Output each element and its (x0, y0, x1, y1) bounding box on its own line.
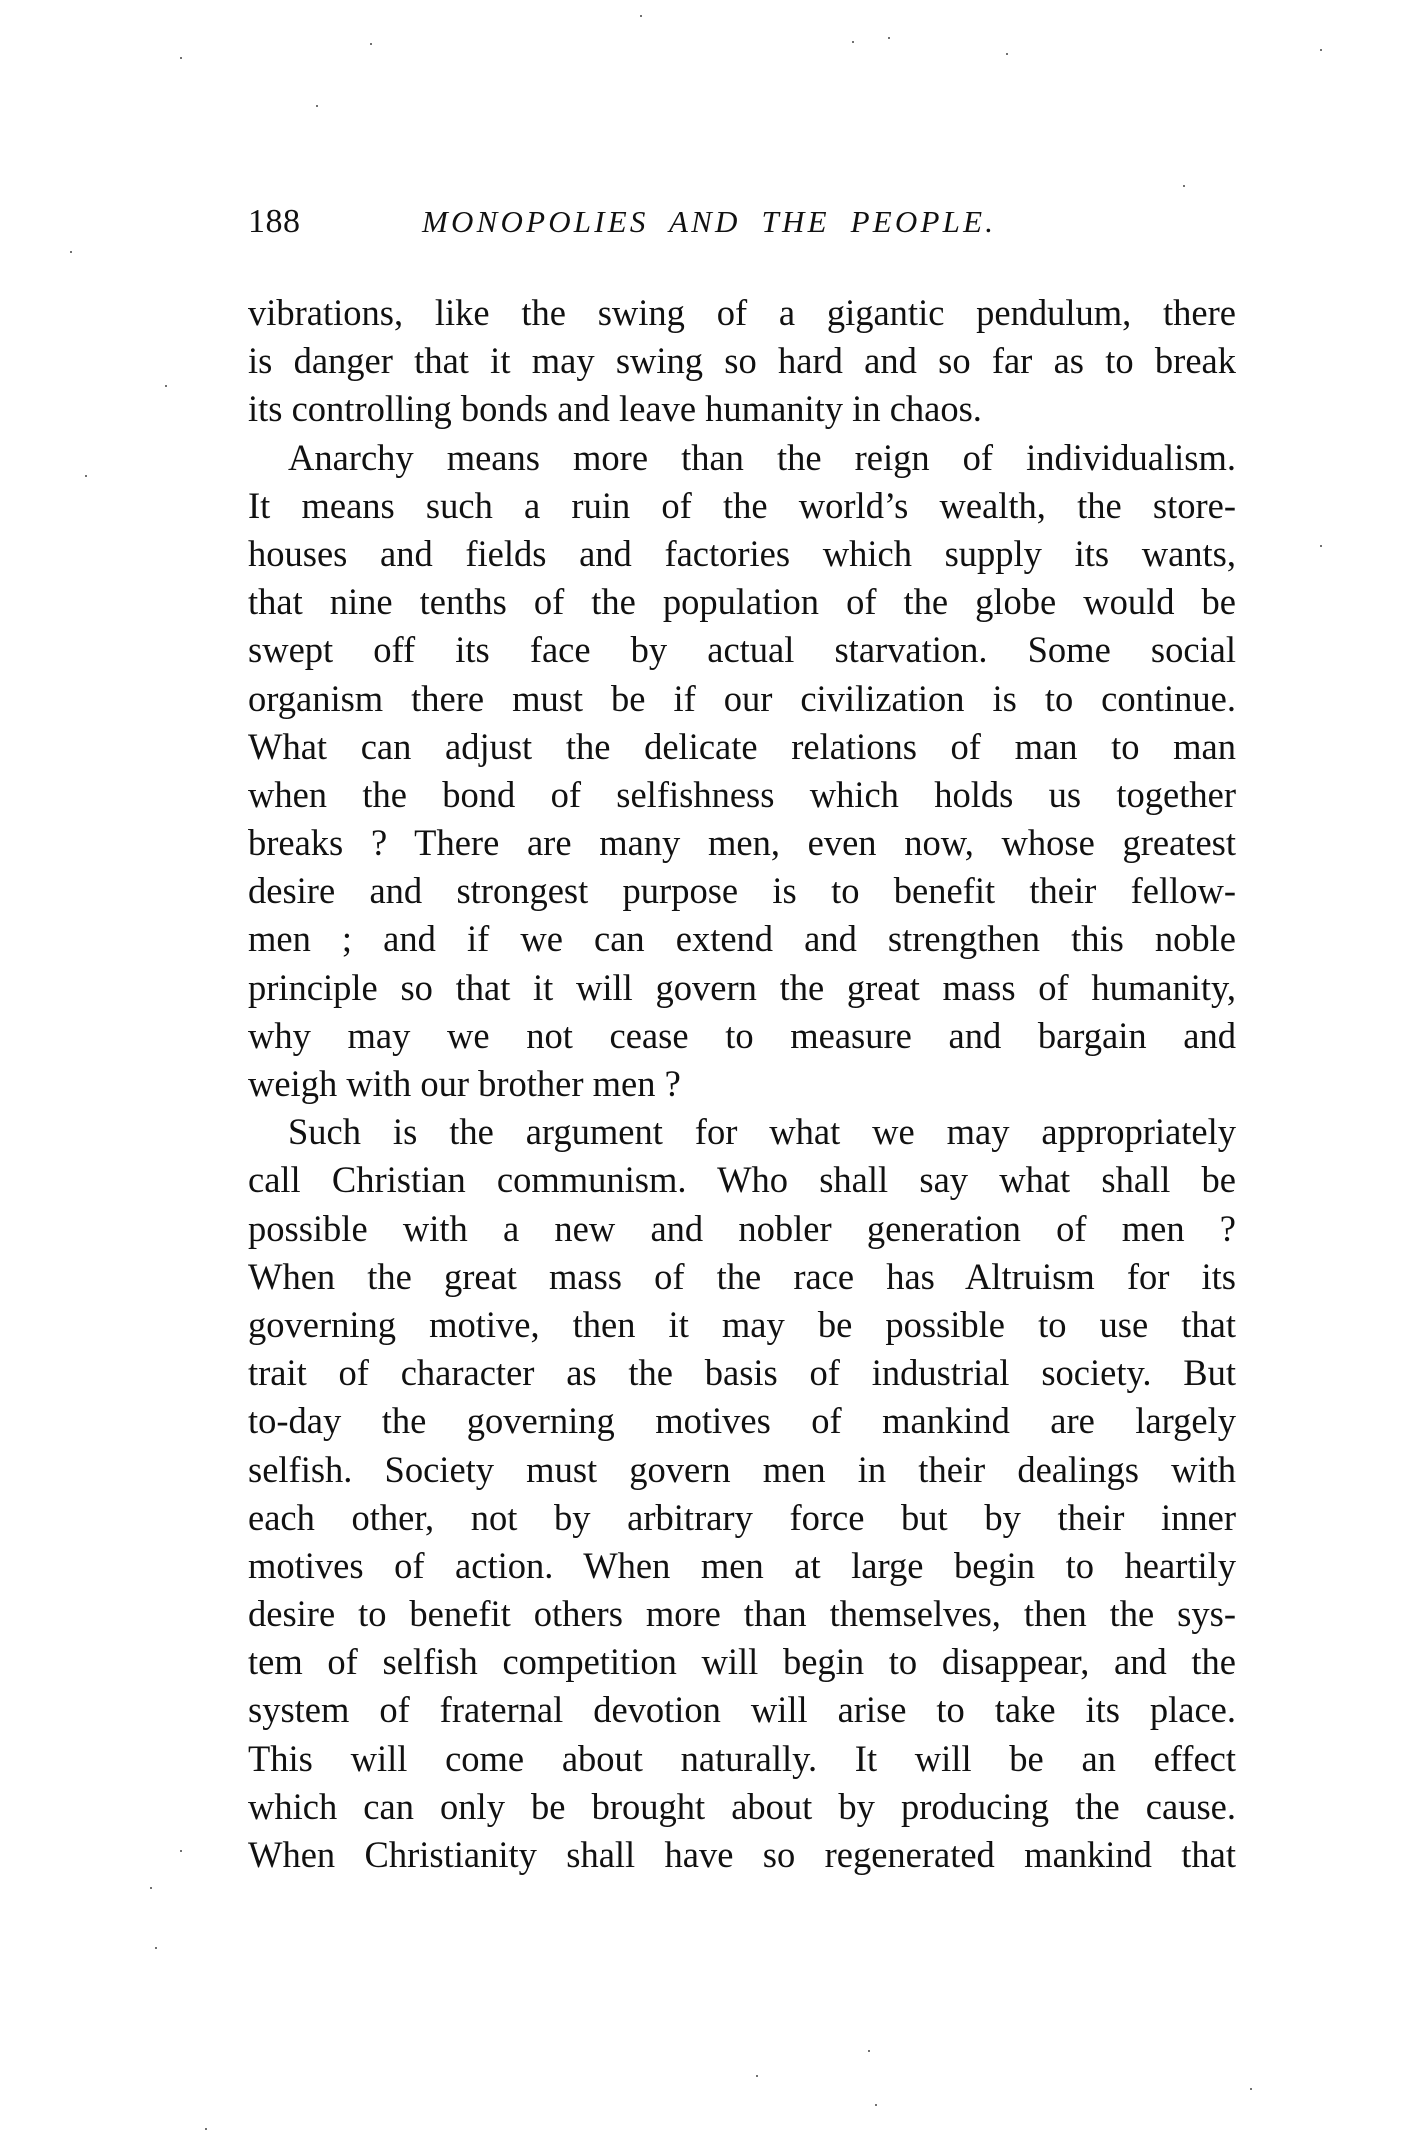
text-line: breaks ? There are many men, even now, whose greatest (248, 822, 1236, 864)
text-line: is danger that it may swing so hard and so far as to break (248, 340, 1236, 382)
scan-speck (150, 1887, 152, 1889)
text-line: swept off its face by actual starvation. Some social (248, 629, 1236, 671)
text-line: houses and fields and factories which supply its wants, (248, 532, 1236, 574)
text-line: each other, not by arbitrary force but by their inner (248, 1496, 1236, 1538)
text-line: that nine tenths of the population of the globe would be (248, 581, 1236, 623)
text-line: desire and strongest purpose is to benefit their fellow- (248, 870, 1236, 912)
text-line: Anarchy means more than the reign of individualism. (288, 436, 1236, 478)
scan-speck (868, 2050, 870, 2052)
text-line: Such is the argument for what we may appropriately (288, 1111, 1236, 1153)
body-text (248, 289, 1236, 1879)
scan-speck (1250, 2088, 1252, 2090)
scan-speck (1183, 185, 1185, 187)
text-line: to-day the governing motives of mankind are largely (248, 1400, 1236, 1442)
page-number: 188 (248, 203, 301, 240)
scan-speck (888, 37, 890, 39)
scan-speck (70, 251, 72, 253)
scan-speck (85, 475, 87, 477)
text-line: organism there must be if our civilization is to continue. (248, 677, 1236, 719)
text-line: desire to benefit others more than themselves, then the sys- (248, 1593, 1236, 1635)
running-head (248, 200, 1238, 244)
text-line: call Christian communism. Who shall say what shall be (248, 1159, 1236, 1201)
scan-speck (640, 15, 642, 17)
text-line: When the great mass of the race has Altruism for its (248, 1255, 1236, 1297)
text-line: motives of action. When men at large begin to heartily (248, 1544, 1236, 1586)
text-line: principle so that it will govern the great mass of humanity, (248, 966, 1236, 1008)
text-line: This will come about naturally. It will be an effect (248, 1737, 1236, 1779)
scan-speck (756, 2075, 758, 2077)
text-line: its controlling bonds and leave humanity in chaos. (248, 388, 982, 430)
text-line: selfish. Society must govern men in their dealings with (248, 1448, 1236, 1490)
scan-speck (155, 1947, 157, 1949)
text-line: It means such a ruin of the world’s wealth, the store- (248, 484, 1236, 526)
scan-speck (1320, 545, 1322, 547)
text-line: men ; and if we can extend and strengthen this noble (248, 918, 1236, 960)
text-line: When Christianity shall have so regenerated mankind that (248, 1834, 1236, 1875)
text-line: when the bond of selfishness which holds us together (248, 773, 1236, 815)
text-line: tem of selfish competition will begin to disappear, and the (248, 1641, 1236, 1683)
running-title: MONOPOLIES AND THE PEOPLE. (422, 204, 997, 239)
text-line: possible with a new and nobler generation of men ? (248, 1207, 1236, 1249)
scan-speck (180, 57, 182, 59)
text-line: What can adjust the delicate relations of man to man (248, 725, 1236, 767)
text-line: trait of character as the basis of industrial society. But (248, 1352, 1236, 1394)
text-line: vibrations, like the swing of a gigantic pendulum, there (248, 292, 1236, 333)
scan-speck (1006, 53, 1008, 55)
text-line: governing motive, then it may be possible to use that (248, 1303, 1236, 1345)
scan-speck (316, 105, 318, 107)
scan-speck (205, 2128, 207, 2130)
scan-speck (370, 43, 372, 45)
text-line: system of fraternal devotion will arise to take its place. (248, 1689, 1236, 1731)
text-line: which can only be brought about by producing the cause. (248, 1785, 1236, 1827)
text-line: why may we not cease to measure and bargain and (248, 1014, 1236, 1056)
scan-speck (165, 385, 167, 387)
text-line: weigh with our brother men ? (248, 1063, 681, 1104)
scan-speck (1320, 49, 1322, 51)
scan-speck (180, 1850, 182, 1852)
scan-speck (875, 2104, 877, 2106)
scan-speck (852, 41, 854, 43)
